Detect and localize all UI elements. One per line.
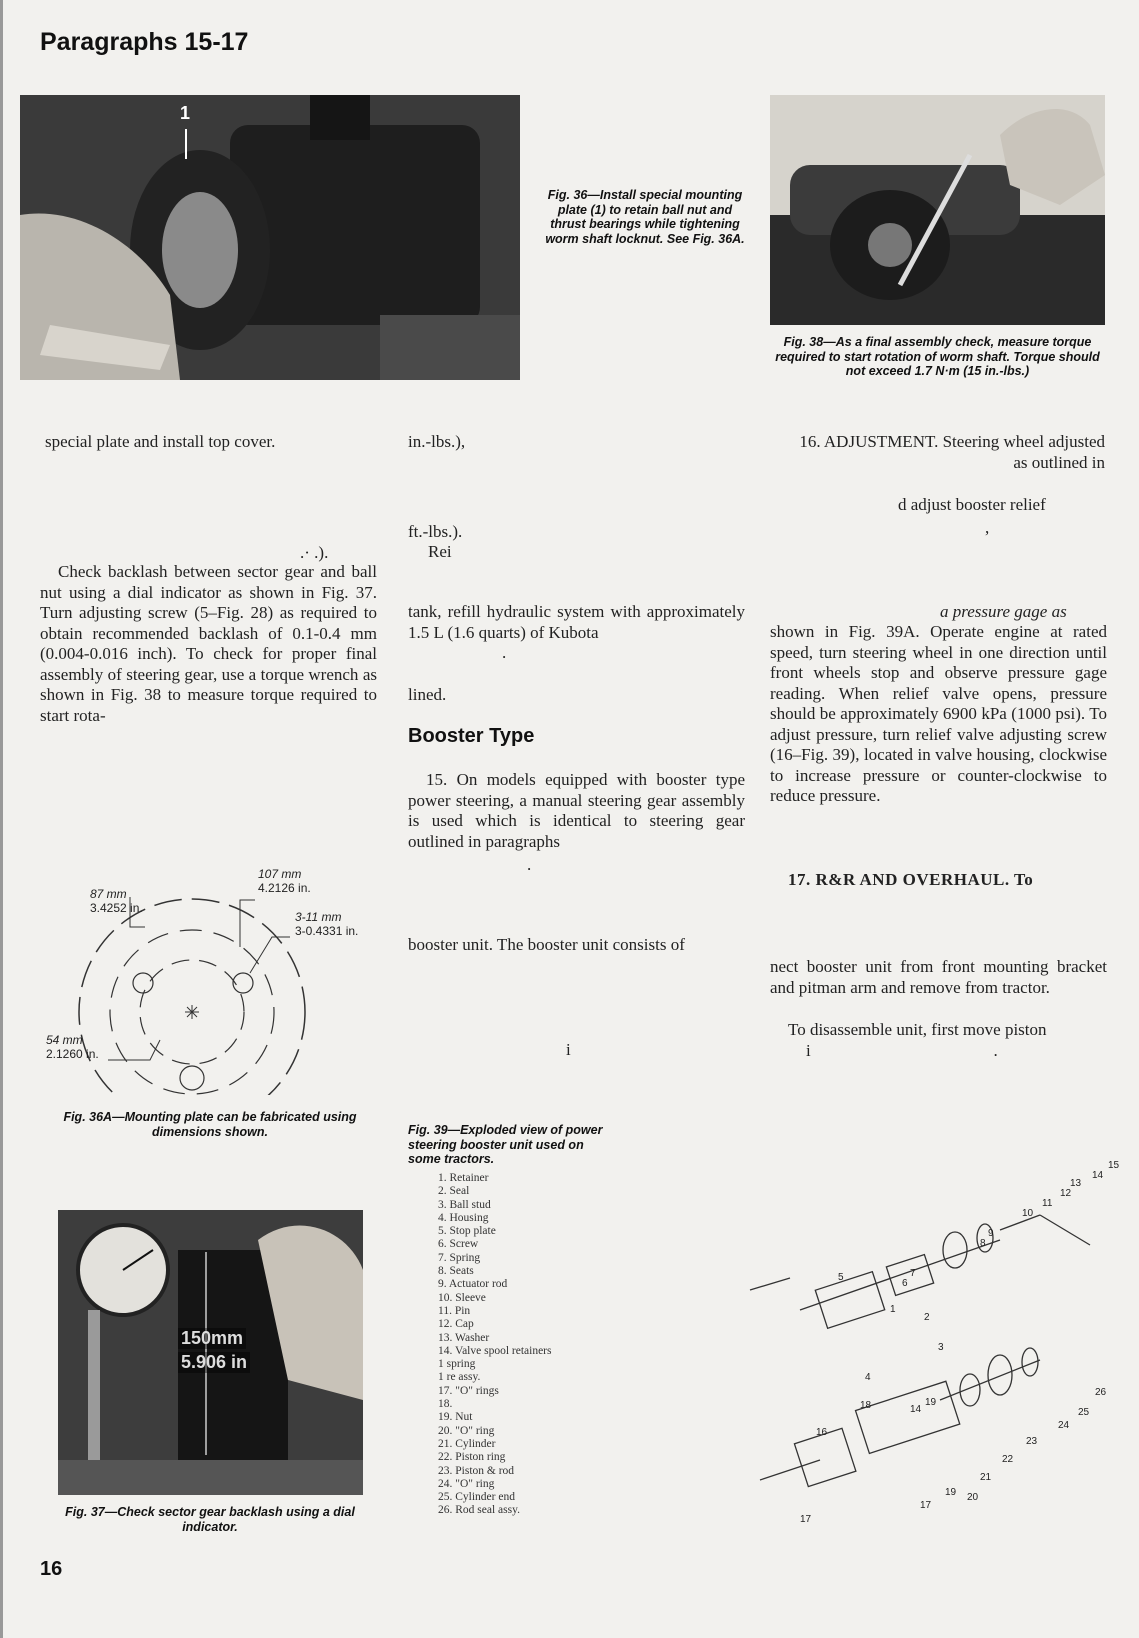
parts-list-item: 12. Cap (438, 1318, 474, 1331)
svg-text:9: 9 (988, 1228, 994, 1239)
svg-text:10: 10 (1022, 1208, 1034, 1219)
parts-list-item: 14. Valve spool retainers (438, 1344, 552, 1357)
parts-list-item: 18. (438, 1398, 453, 1411)
parts-list-item: 1. Retainer (438, 1172, 489, 1184)
svg-text:23: 23 (1026, 1436, 1038, 1447)
fig36-caption: Fig. 36—Install special mounting plate (1) to retain ball nut and thrust bearings while tightening worm shaft locknut. See Fig. 36A. (545, 188, 745, 246)
col3-fragment-9: i . (806, 1041, 998, 1060)
col3-fragment-4: a pressure gage as (940, 602, 1067, 621)
col3-paragraph-8: To disassemble unit, first move piston (788, 1020, 1047, 1039)
col2-fragment-2: ft.-lbs.). (408, 522, 463, 541)
dim-311 (295, 910, 358, 938)
svg-text:24: 24 (1058, 1420, 1070, 1431)
fig38-caption: Fig. 38—As a final assembly check, measure torque required to start rotation of worm shaft. Torque should not exceed 1.7 N·m (15 in.-lbs.) (775, 335, 1100, 378)
parts-list-item: 20. "O" ring (438, 1424, 495, 1437)
fig37-caption: Fig. 37—Check sector gear backlash using a dial indicator. (65, 1505, 355, 1534)
svg-text:4: 4 (865, 1372, 871, 1383)
svg-text:14: 14 (910, 1404, 922, 1415)
fig36-callout-number: 1 (180, 103, 191, 123)
parts-list-item: 3. Ball stud (438, 1198, 491, 1211)
svg-text:8: 8 (980, 1238, 986, 1249)
parts-list-item: 6. Screw (438, 1238, 479, 1251)
svg-text:3: 3 (938, 1342, 944, 1353)
page-number: 16 (40, 1558, 63, 1580)
dim-107 (258, 867, 311, 895)
fig39-drawing (740, 1150, 1125, 1530)
col3-paragraph-17-heading: 17. R&R AND OVERHAUL. To (788, 870, 1034, 889)
col3-paragraph-7: nect booster unit from front mounting bracket and pitman arm and remove from tractor. (770, 957, 1107, 997)
dim-107-in: 4.2126 in. (258, 881, 311, 895)
parts-list-item: 1 spring (438, 1358, 476, 1371)
col1-paragraph-3: Check backlash between sector gear and ball nut using a dial indicator as shown in Fig. 37. Turn adjusting screw (5–Fig. 28) as required to obtain recommended backlash of 0.1-0.4 mm (0.004-0.016 inch). To check for proper final assembly of steering gear, use a torque wrench as shown in Fig. 38 to measure torque required to start rota- (40, 562, 377, 725)
col2-paragraph-15: 15. On models equipped with booster type power steering, a manual steering gear assembly is used which is identical to steering gear outlined in paragraphs (408, 770, 745, 851)
svg-text:26: 26 (1095, 1387, 1107, 1398)
parts-list-item: 10. Sleeve (438, 1291, 486, 1304)
fig36-callout-arrow (185, 129, 187, 159)
fig36a-diagram (40, 855, 390, 1095)
col2-fragment-9: booster unit. The booster unit consists of (408, 935, 685, 954)
dim-87-mm: 87 mm (90, 887, 127, 901)
parts-list-item: 22. Piston ring (438, 1451, 506, 1464)
parts-list-item: 8. Seats (438, 1265, 474, 1278)
dim-87 (90, 887, 143, 915)
parts-list-item: 9. Actuator rod (438, 1278, 508, 1291)
svg-text:17: 17 (920, 1500, 932, 1511)
fig36-illustration (20, 95, 520, 380)
svg-text:19: 19 (925, 1397, 937, 1408)
svg-text:20: 20 (967, 1492, 979, 1503)
col2-fragment-3: Rei (428, 542, 452, 561)
page-edge (0, 0, 3, 1638)
fig39-caption: Fig. 39—Exploded view of power steering booster unit used on some tractors. (408, 1123, 603, 1166)
parts-list-item: 25. Cylinder end (438, 1491, 515, 1504)
svg-text:12: 12 (1060, 1188, 1072, 1199)
parts-list-item: 24. "O" ring (438, 1477, 495, 1490)
booster-type-heading: Booster Type (408, 725, 535, 747)
parts-list-item: 21. Cylinder (438, 1437, 496, 1450)
svg-text:13: 13 (1070, 1178, 1082, 1189)
svg-text:2: 2 (924, 1312, 930, 1323)
fig36a-caption: Fig. 36A—Mounting plate can be fabricated using dimensions shown. (63, 1110, 357, 1139)
dim-54-mm: 54 mm (46, 1033, 83, 1047)
fig39-exploded-view (740, 1150, 1125, 1530)
svg-text:14: 14 (1092, 1170, 1104, 1181)
col3-paragraph-16 (790, 432, 1105, 473)
col1-paragraph-1: special plate and install top cover. (45, 432, 276, 451)
col2-fragment-10: i (566, 1040, 571, 1059)
dim-54 (46, 1033, 99, 1061)
col3-fragment-2: d adjust booster relief (898, 495, 1046, 514)
svg-text:18: 18 (860, 1400, 872, 1411)
col3-fragment-3: , (985, 518, 990, 537)
parts-list-item: 13. Washer (438, 1331, 490, 1344)
svg-text:7: 7 (910, 1268, 916, 1279)
parts-list-item: 23. Piston & rod (438, 1464, 515, 1477)
parts-list-item: 4. Housing (438, 1211, 489, 1224)
parts-list-item: 1 re assy. (438, 1371, 481, 1384)
fig36-photo (20, 95, 520, 380)
col2-fragment-1: in.-lbs.), (408, 432, 466, 451)
parts-list-item: 11. Pin (438, 1304, 471, 1317)
svg-text:1: 1 (890, 1304, 896, 1315)
dim-311-in: 3-0.4331 in. (295, 924, 359, 938)
svg-text:17: 17 (800, 1514, 812, 1525)
svg-text:6: 6 (902, 1278, 908, 1289)
col3-paragraph-5: shown in Fig. 39A. Operate engine at rated speed, turn steering wheel in one direction until front wheels stop and observe pressure gage reading. When relief valve opens, pressure should be approximately 6900 kPa (1000 psi). To adjust pressure, turn relief valve adjusting screw (16–Fig. 39), located in valve housing, clockwise to increase pressure or counter-clockwise to reduce pressure. (770, 622, 1107, 805)
fig37-photo (58, 1210, 363, 1495)
svg-text:16: 16 (816, 1427, 828, 1438)
svg-text:21: 21 (980, 1472, 992, 1483)
dim-87-in: 3.4252 in. (90, 901, 143, 915)
parts-list-item: 5. Stop plate (438, 1225, 496, 1238)
parts-list-item: 2. Seal (438, 1185, 470, 1198)
fig38-photo (770, 95, 1105, 325)
col2-paragraph-4: tank, refill hydraulic system with approximately 1.5 L (1.6 quarts) of Kubota (408, 602, 745, 642)
svg-text:19: 19 (945, 1487, 957, 1498)
dim-107-mm: 107 mm (258, 867, 302, 881)
svg-text:22: 22 (1002, 1454, 1014, 1465)
svg-text:5: 5 (838, 1272, 844, 1283)
dim-54-in: 2.1260 in. (46, 1047, 99, 1061)
dim-311-mm: 3-11 mm (295, 910, 342, 924)
parts-list-item: 7. Spring (438, 1251, 481, 1264)
parts-list-item: 26. Rod seal assy. (438, 1504, 520, 1517)
col3-p16-text: 16. ADJUSTMENT. Steering wheel adjusted as outlined in (799, 432, 1105, 472)
col2-fragment-6: lined. (408, 685, 447, 704)
parts-list-item: 17. "O" rings (438, 1384, 499, 1397)
col2-fragment-8: . (527, 855, 532, 874)
svg-text:11: 11 (1042, 1198, 1053, 1209)
fig39-parts-list (438, 1172, 638, 1518)
page-header: Paragraphs 15-17 (40, 28, 249, 56)
svg-text:25: 25 (1078, 1407, 1090, 1418)
parts-list-item: 19. Nut (438, 1411, 473, 1424)
fig37-dimension-label-in: 5.906 in (178, 1352, 250, 1373)
fig37-dimension-label-mm: 150mm (178, 1328, 246, 1349)
col2-fragment-5: . (502, 643, 507, 662)
fig38-illustration (770, 95, 1105, 325)
svg-text:15: 15 (1108, 1160, 1120, 1171)
col1-fragment: .· .). (300, 543, 329, 562)
